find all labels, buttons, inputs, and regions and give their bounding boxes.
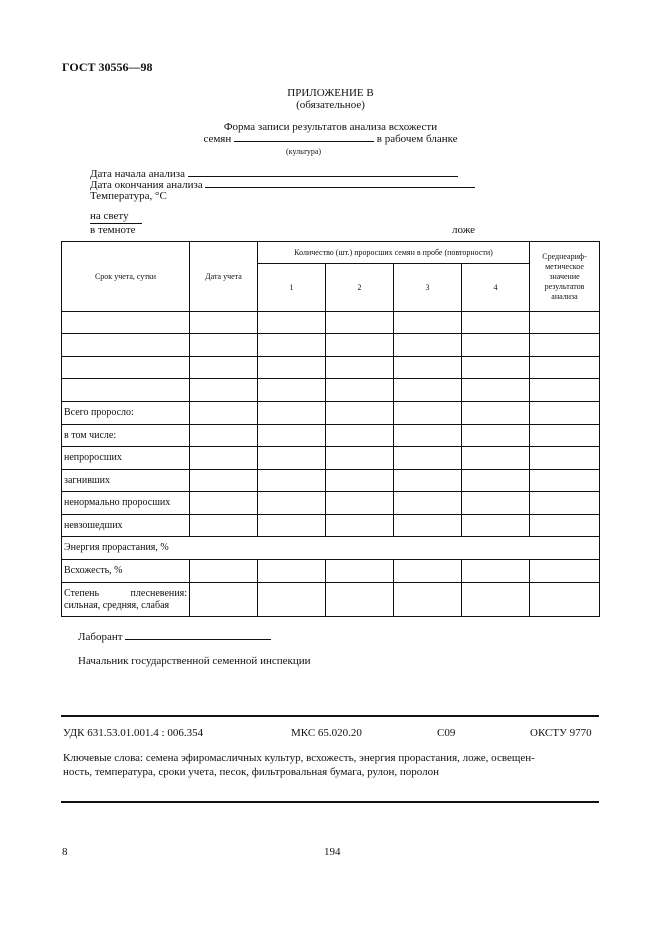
lab-label: Лаборант bbox=[78, 631, 123, 643]
culture-blank bbox=[234, 141, 374, 142]
col-date-header: Дата учета bbox=[190, 242, 258, 312]
col-period-header: Срок учета, сутки bbox=[62, 242, 190, 312]
lab-signature-row bbox=[78, 631, 271, 643]
table-row bbox=[62, 334, 600, 357]
table-row-not-sprouted bbox=[62, 447, 600, 470]
appendix-title: ПРИЛОЖЕНИЕ В bbox=[287, 87, 374, 99]
classification-code: С09 bbox=[437, 727, 456, 739]
header-row-1 bbox=[62, 242, 600, 264]
culture-caption: (культура) bbox=[286, 147, 322, 156]
repetition-2: 2 bbox=[326, 264, 394, 312]
appendix-subtitle: (обязательное) bbox=[296, 99, 365, 111]
row-not-sprouted-label: непроросших bbox=[62, 447, 190, 470]
row-germination-label: Всхожесть, % bbox=[62, 560, 190, 583]
table-row bbox=[62, 357, 600, 379]
repetition-1: 1 bbox=[258, 264, 326, 312]
end-date-blank bbox=[205, 187, 475, 188]
row-abnormal-label: ненормально проросших bbox=[62, 492, 190, 515]
row-mold-label-2: сильная, средняя, слабая bbox=[64, 599, 170, 611]
table-row-rotten bbox=[62, 470, 600, 492]
row-total-label: Всего проросло: bbox=[62, 402, 190, 425]
seeds-prefix: семян bbox=[203, 133, 232, 145]
footer-top-rule bbox=[61, 715, 599, 717]
mks-code: МКС 65.020.20 bbox=[291, 727, 362, 739]
lab-blank bbox=[125, 639, 271, 640]
table-row-total bbox=[62, 402, 600, 425]
row-rotten-label: загнивших bbox=[62, 470, 190, 492]
keywords-line-2: ность, температура, сроки учета, песок, фильтровальная бумага, рулон, поролон bbox=[63, 766, 440, 778]
row-mold-label bbox=[62, 583, 190, 617]
seeds-suffix: в рабочем бланке bbox=[376, 133, 458, 145]
table-row-not-emerged bbox=[62, 515, 600, 537]
table-row bbox=[62, 312, 600, 334]
light-label: на свету bbox=[90, 210, 129, 222]
table-row-abnormal bbox=[62, 492, 600, 515]
row-energy-label: Энергия прорастания, % bbox=[62, 537, 600, 560]
row-mold-label-1: Степень плесневения: bbox=[64, 587, 187, 599]
page-local-number: 8 bbox=[62, 846, 68, 858]
table-row-including bbox=[62, 425, 600, 447]
dark-label: в темноте bbox=[90, 224, 136, 236]
standard-number: ГОСТ 30556—98 bbox=[62, 60, 153, 74]
row-not-emerged-label: невзошедших bbox=[62, 515, 190, 537]
start-date-label: Дата начала анализа bbox=[90, 168, 185, 180]
form-title: Форма записи результатов анализа всхожести bbox=[223, 121, 438, 133]
start-date-blank bbox=[188, 176, 458, 177]
page-global-number: 194 bbox=[324, 846, 341, 858]
repetition-4: 4 bbox=[462, 264, 530, 312]
repetition-3: 3 bbox=[394, 264, 462, 312]
table-row-energy bbox=[62, 537, 600, 560]
udc-code: УДК 631.53.01.001.4 : 006.354 bbox=[63, 727, 204, 739]
col-sprouted-header: Количество (шт.) проросших семян в пробе (повторности) bbox=[258, 242, 530, 264]
row-including-label: в том числе: bbox=[62, 425, 190, 447]
okstu-code: ОКСТУ 9770 bbox=[530, 727, 592, 739]
keywords-line-1: Ключевые слова: семена эфиромасличных культур, всхожесть, энергия прорастания, ложе, освещен- bbox=[63, 752, 535, 764]
temperature-label: Температура, °С bbox=[90, 190, 167, 202]
col-mean-header: Среднеариф-метическое значение результатов анализа bbox=[530, 242, 600, 312]
chief-label: Начальник государственной семенной инспекции bbox=[78, 655, 311, 667]
bed-label: ложе bbox=[452, 224, 476, 236]
table-row-mold bbox=[62, 583, 600, 617]
results-table bbox=[61, 241, 600, 617]
table-row bbox=[62, 379, 600, 402]
table-row-germination bbox=[62, 560, 600, 583]
seeds-line bbox=[0, 133, 661, 145]
footer-bottom-rule bbox=[61, 801, 599, 803]
end-date-label: Дата окончания анализа bbox=[90, 179, 203, 191]
